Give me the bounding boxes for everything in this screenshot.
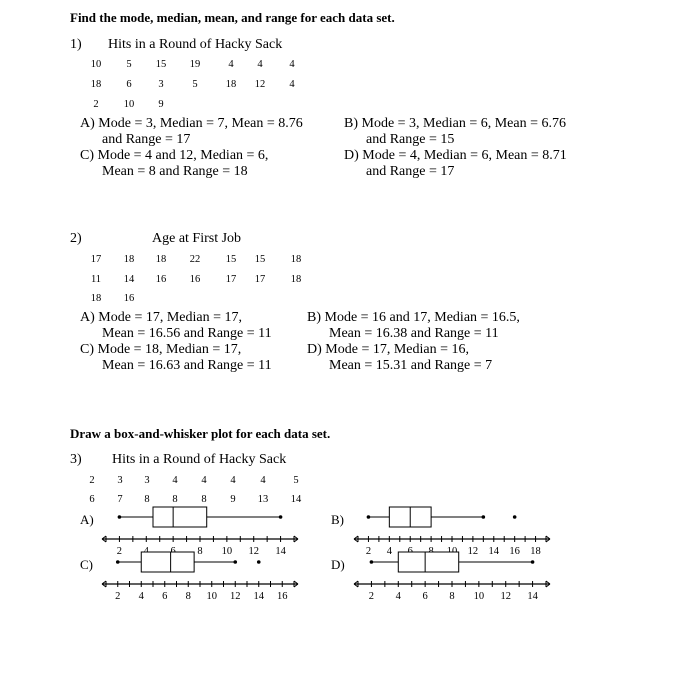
tick-label: 14 xyxy=(488,546,500,557)
max-point xyxy=(482,515,486,519)
tick-label: 4 xyxy=(138,591,144,602)
tick-label: 6 xyxy=(422,591,428,602)
data-value: 6 xyxy=(126,79,132,90)
q1-option-c[interactable] xyxy=(80,148,268,180)
data-value: 5 xyxy=(192,79,198,90)
data-value: 15 xyxy=(225,254,237,265)
option-text-line1: Mode = 4, Median = 6, Mean = 8.71 xyxy=(362,148,567,163)
data-value: 17 xyxy=(254,274,266,285)
data-value: 6 xyxy=(89,494,95,505)
data-value: 4 xyxy=(289,79,295,90)
section-heading-boxplot: Draw a box-and-whisker plot for each data set. xyxy=(70,426,331,441)
question-number-2: 2) xyxy=(70,231,82,246)
min-point xyxy=(370,560,374,564)
data-value: 16 xyxy=(123,293,135,304)
tick-label: 8 xyxy=(185,591,191,602)
q2-option-d[interactable] xyxy=(307,342,492,374)
data-value: 4 xyxy=(228,59,234,70)
data-value: 18 xyxy=(123,254,135,265)
tick-label: 14 xyxy=(527,591,538,602)
data-value: 3 xyxy=(158,79,164,90)
tick-label: 10 xyxy=(206,591,217,602)
data-value: 8 xyxy=(201,494,207,505)
tick-label: 8 xyxy=(197,546,203,557)
question-2-title: Age at First Job xyxy=(152,231,242,246)
data-value: 22 xyxy=(189,254,201,265)
data-value: 14 xyxy=(290,494,302,505)
min-point xyxy=(118,515,122,519)
tick-label: 10 xyxy=(221,546,233,557)
data-value: 15 xyxy=(155,59,167,70)
option-text-line2: and Range = 17 xyxy=(102,132,191,147)
data-value: 4 xyxy=(201,475,207,486)
data-value: 15 xyxy=(254,254,266,265)
data-value: 2 xyxy=(89,475,95,486)
data-value: 4 xyxy=(260,475,266,486)
boxplot-c[interactable] xyxy=(100,550,300,606)
min-point xyxy=(116,560,120,564)
data-value: 9 xyxy=(158,99,164,110)
boxplot-d[interactable] xyxy=(352,550,552,606)
data-value: 5 xyxy=(126,59,132,70)
tick-label: 8 xyxy=(449,591,455,602)
option-text-line1: Mode = 16 and 17, Median = 16.5, xyxy=(324,310,520,325)
min-point xyxy=(367,515,371,519)
data-value: 4 xyxy=(172,475,178,486)
option-text-line2: and Range = 15 xyxy=(366,132,455,147)
data-value: 4 xyxy=(230,475,236,486)
section-heading-stats: Find the mode, median, mean, and range for each data set. xyxy=(70,10,395,25)
data-value: 3 xyxy=(144,475,150,486)
data-value: 17 xyxy=(90,254,102,265)
tick-label: 14 xyxy=(275,546,286,557)
data-value: 12 xyxy=(254,79,266,90)
data-value: 18 xyxy=(290,274,302,285)
option-letter: D) xyxy=(307,342,322,357)
option-text-line2: Mean = 8 and Range = 18 xyxy=(102,164,248,179)
data-value: 7 xyxy=(117,494,123,505)
tick-label: 12 xyxy=(500,591,511,602)
data-value: 18 xyxy=(290,254,302,265)
option-letter: C) xyxy=(80,148,94,163)
option-letter: A) xyxy=(80,116,95,131)
q2-option-c[interactable] xyxy=(80,342,272,374)
data-value: 9 xyxy=(230,494,236,505)
tick-label: 18 xyxy=(530,546,541,557)
option-letter: D) xyxy=(344,148,359,163)
data-value: 10 xyxy=(123,99,135,110)
data-value: 18 xyxy=(155,254,167,265)
question-number-1: 1) xyxy=(70,37,82,52)
data-value: 16 xyxy=(189,274,201,285)
max-point xyxy=(233,560,237,564)
data-value: 14 xyxy=(123,274,135,285)
tick-label: 4 xyxy=(395,591,401,602)
tick-label: 16 xyxy=(277,591,288,602)
question-3-title: Hits in a Round of Hacky Sack xyxy=(112,452,287,467)
data-value: 8 xyxy=(172,494,178,505)
tick-label: 12 xyxy=(230,591,241,602)
iqr-box xyxy=(398,552,458,572)
tick-label: 6 xyxy=(162,591,168,602)
data-value: 11 xyxy=(90,274,102,285)
option-letter: B) xyxy=(307,310,321,325)
option-text-line1: Mode = 17, Median = 16, xyxy=(325,342,469,357)
q2-option-a[interactable] xyxy=(80,310,272,342)
data-value: 16 xyxy=(155,274,167,285)
tick-label: 2 xyxy=(365,546,372,557)
question-1-title: Hits in a Round of Hacky Sack xyxy=(108,37,283,52)
q1-option-d[interactable] xyxy=(344,148,567,180)
q3-option-c-letter[interactable]: C) xyxy=(80,557,93,572)
tick-label: 12 xyxy=(467,546,479,557)
option-letter: C) xyxy=(80,342,94,357)
option-text-line1: Mode = 3, Median = 7, Mean = 8.76 xyxy=(98,116,303,131)
option-text-line1: Mode = 18, Median = 17, xyxy=(97,342,242,357)
q3-option-d-letter[interactable]: D) xyxy=(331,557,345,572)
option-text-line1: Mode = 17, Median = 17, xyxy=(98,310,242,325)
option-text-line2: Mean = 16.56 and Range = 11 xyxy=(102,326,272,341)
option-text-line1: Mode = 4 and 12, Median = 6, xyxy=(97,148,269,163)
q2-option-b[interactable] xyxy=(307,310,520,342)
data-value: 17 xyxy=(225,274,237,285)
data-value: 18 xyxy=(90,293,102,304)
tick-label: 2 xyxy=(115,591,121,602)
q1-option-b[interactable] xyxy=(344,116,566,148)
data-value: 19 xyxy=(189,59,201,70)
data-value: 5 xyxy=(293,475,299,486)
option-text-line2: and Range = 17 xyxy=(366,164,455,179)
tick-label: 12 xyxy=(248,546,259,557)
data-value: 10 xyxy=(90,59,102,70)
max-point xyxy=(279,515,283,519)
tick-label: 2 xyxy=(368,591,375,602)
data-value: 13 xyxy=(257,494,269,505)
option-text-line2: Mean = 16.63 and Range = 11 xyxy=(102,358,272,373)
question-number-3: 3) xyxy=(70,452,82,467)
tick-label: 10 xyxy=(473,591,485,602)
tick-label: 16 xyxy=(509,546,520,557)
data-value: 18 xyxy=(225,79,237,90)
data-value: 4 xyxy=(289,59,295,70)
data-value: 2 xyxy=(93,99,99,110)
option-text-line1: Mode = 3, Median = 6, Mean = 6.76 xyxy=(361,116,566,131)
tick-label: 14 xyxy=(253,591,264,602)
option-letter: A) xyxy=(80,310,95,325)
data-value: 8 xyxy=(144,494,150,505)
data-value: 4 xyxy=(257,59,263,70)
q3-option-a-letter[interactable]: A) xyxy=(80,512,94,527)
q1-option-a[interactable] xyxy=(80,116,303,148)
option-text-line2: Mean = 15.31 and Range = 7 xyxy=(329,358,493,373)
max-point xyxy=(531,560,535,564)
outlier-point xyxy=(257,560,261,564)
data-value: 3 xyxy=(117,475,123,486)
option-text-line2: Mean = 16.38 and Range = 11 xyxy=(329,326,499,341)
data-value: 18 xyxy=(90,79,102,90)
tick-label: 2 xyxy=(116,546,123,557)
tick-label: 4 xyxy=(386,546,392,557)
q3-option-b-letter[interactable]: B) xyxy=(331,512,344,527)
outlier-point xyxy=(513,515,517,519)
option-letter: B) xyxy=(344,116,358,131)
iqr-box xyxy=(141,552,194,572)
iqr-box xyxy=(153,507,207,527)
